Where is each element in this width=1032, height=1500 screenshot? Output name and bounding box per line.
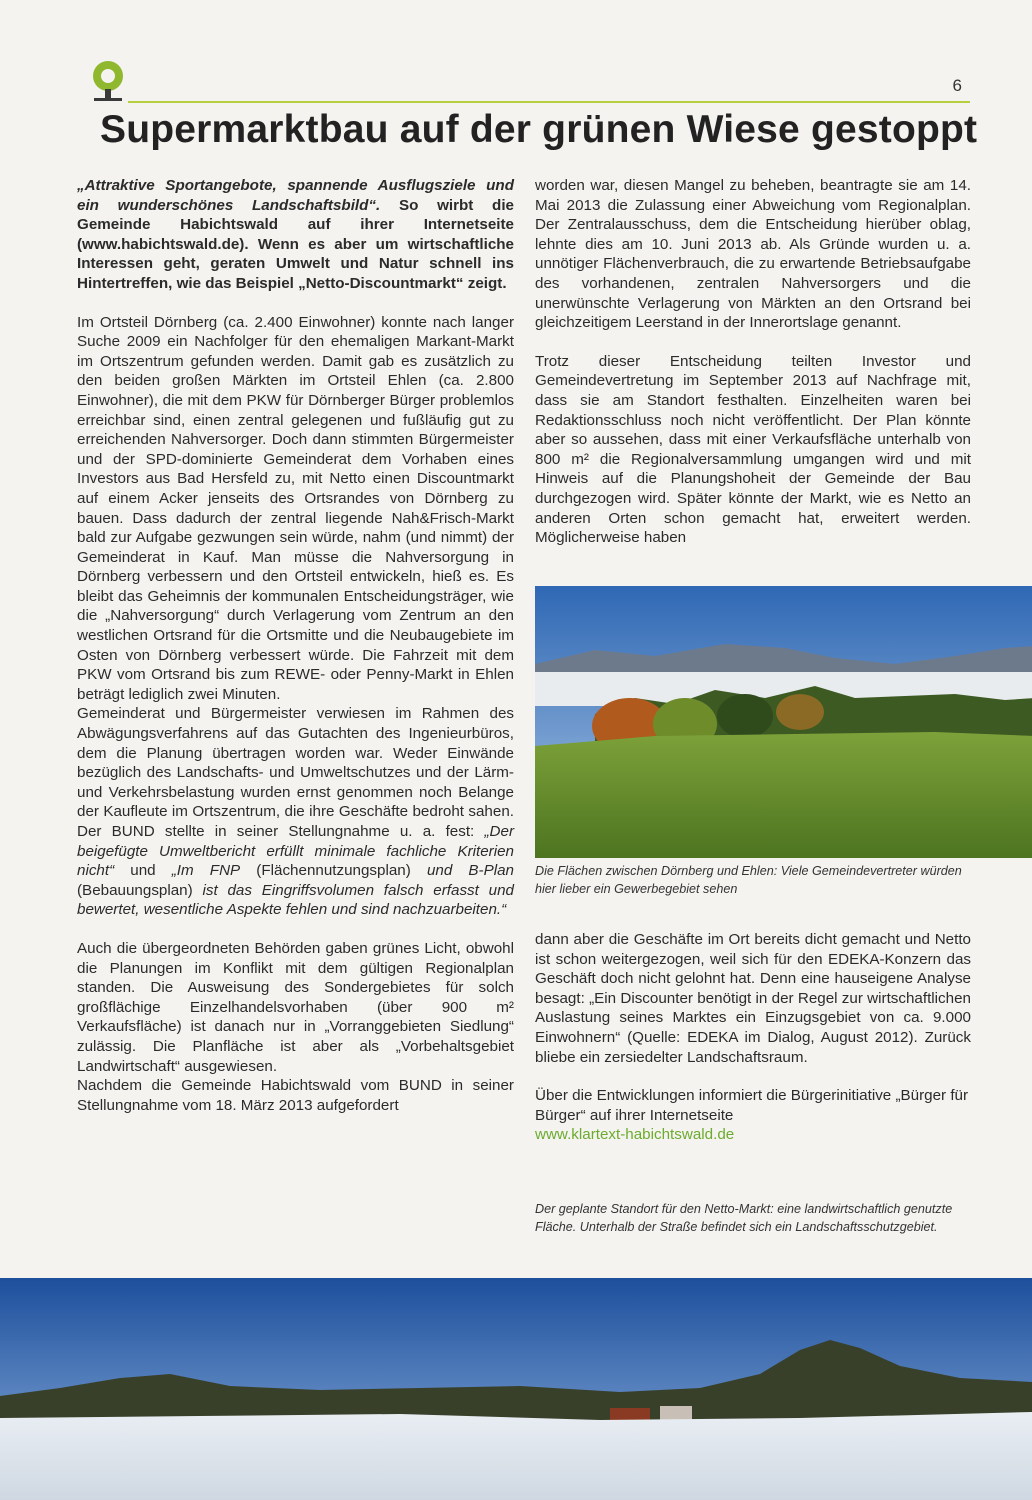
right-column-top: [535, 176, 971, 548]
lead-text: So wirbt die Gemeinde Habichtswald auf ihrer Internetseite (www.habichtswald.de). Wenn es aber um wirtschaftliche Interessen geht, geraten Umwelt und Natur schnell ins Hintertreffen, wie das Beispiel „Netto-Discountmarkt“ zeigt.: [77, 196, 514, 292]
right-paragraph-4: Über die Entwicklungen informiert die Bürgerinitiative „Bürger für Bürger“ auf ihrer Internetseite: [535, 1087, 969, 1124]
right-paragraph-2: Trotz dieser Entscheidung teilten Investor und Gemeindevertretung im September 2013 auf Nachfrage mit, dass sie am Standort festhalten. Einzelheiten waren bei Redaktionsschluss noch nicht veröffentlicht. Der Plan könnte aber so aussehen, dass mit einer Verkaufsfläche unterhalb von 800 m² die Regionalversammlung umgangen wird und mit Hinweis auf die Planungshoheit der Gemeinde der Bau durchgezogen wird. Später könnte der Markt, wie es Netto an anderen Orten schon gemacht hat, erweitert werden. Möglicherweise haben: [535, 352, 971, 547]
left-column: [77, 176, 514, 1115]
photo2-caption: Der geplante Standort für den Netto-Markt: eine landwirtschaftlich genutzte Fläche. Unterhalb der Straße befindet sich ein Landschaftsschutzgebiet.: [535, 1202, 953, 1234]
left-p2-quote-1: „Der beigefügte Umweltbericht erfüllt minimale fachliche Kriterien nicht“: [77, 823, 514, 880]
landscape-photo-fog: [535, 586, 1032, 858]
photo1-caption: Die Flächen zwischen Dörnberg und Ehlen: Viele Gemeindevertreter würden hier lieber ein Gewerbegebiet sehen: [535, 864, 962, 896]
left-p2-text-c: (Flächennutzungsplan): [240, 862, 427, 880]
right-column-bottom: [535, 930, 971, 1145]
right-paragraph-1: worden war, diesen Mangel zu beheben, beantragte sie am 14. Mai 2013 die Zulassung einer Abweichung vom Regionalplan. Der Zentralausschuss, dem die Entscheidung hierüber oblag, lehnte dies am 10. Juni 2013 ab. Als Gründe wurden u. a. unnötiger Flächenverbrauch, die zu erwartende Betriebsaufgabe des vorhandenen, zentralen Nahversorgers und die unerwünschte Verlagerung von Märkten an den Ortsrand bei gleichzeitigem Leerstand in der Innerortslage genannt.: [535, 177, 971, 332]
left-paragraph-2: [77, 704, 514, 920]
left-p2-quote-4: ist das Eingriffsvolumen falsch erfasst und bewertet, wesentliche Aspekte fehlen und sind nachzuarbeiten.“: [77, 881, 514, 919]
lead-paragraph: [77, 176, 514, 294]
left-p2-text-d: (Bebauungsplan): [77, 881, 203, 899]
left-p2-quote-2: „Im FNP: [171, 862, 241, 880]
website-link[interactable]: www.klartext-habichtswald.de: [535, 1126, 735, 1144]
left-p2-text-a: Gemeinderat und Bürgermeister verwiesen im Rahmen des Abwägungsverfahrens auf das Gutachten des Ingenieurbüros, dem die Planung übertragen worden war. Weder Einwände bezüglich des Landschafts- und Umweltschutzes und der Lärm- und Verkehrsbelastung wurden ernst genommen noch Belange der Kaufleute im Ortszentrum, die ihre Geschäfte bedroht sahen. Der BUND stellte in seiner Stellungnahme u. a. fest:: [77, 705, 514, 840]
left-p2-quote-3: und B-Plan: [426, 862, 514, 880]
header-rule: [128, 101, 970, 103]
left-paragraph-4: Nachdem die Gemeinde Habichtswald vom BUND in seiner Stellungnahme vom 18. März 2013 aufgefordert: [77, 1077, 514, 1114]
right-paragraph-3: dann aber die Geschäfte im Ort bereits dicht gemacht und Netto ist schon weitergezogen, weil sich für den EDEKA-Konzern das Geschäft doch nicht gelohnt hat. Denn eine hauseigene Analyse besagt: „Ein Discounter benötigt in der Regel zur wirtschaftlichen Auslastung seines Marktes ein Einzugsgebiet von ca. 9.000 Einwohnern“ (Quelle: EDEKA im Dialog, August 2012). Zurück bliebe ein zersiedelter Landschaftsraum.: [535, 931, 971, 1066]
left-p2-text-b: und: [114, 862, 172, 880]
left-paragraph-1: Im Ortsteil Dörnberg (ca. 2.400 Einwohner) konnte nach langer Suche 2009 ein Nachfolger für den ehemaligen Markant-Markt im Ortszentrum gefunden werden. Damit gab es zusätzlich zu den beiden großen Märkten im Ortsteil Ehlen (ca. 2.800 Einwohner), die mit dem PKW für Dörnberger Bürger problemlos erreichbar sind, einen zentral gelegenen und fußläufig gut zu erreichenden Nahversorger. Doch dann stimmten Bürgermeister und der SPD-dominierte Gemeinderat dem Vorhaben eines Investors aus Bad Hersfeld zu, mit Netto einen Discountmarkt auf einem Acker jenseits des Ortsrandes von Dörnberg zu bauen. Dass dadurch der zentral liegende Nah&Frisch-Markt bald zur Aufgabe gezwungen sein würde, nahm (und nimmt) der Gemeinderat in Kauf. Man müsse die Nahversorgung in Dörnberg verbessern und den Ortsteil entwickeln, hieß es. Es bleibt das Geheimnis der kommunalen Entscheidungsträger, wie die „Nahversorgung“ durch Verlagerung vom Zentrum an den westlichen Ortsrand für die Ortsmitte und die Neubaugebiete im Osten von Dörnberg verbessert würde. Die Fahrzeit mit dem PKW vom Ortsrand bis zum REWE- oder Penny-Markt in Ehlen beträgt lediglich zwei Minuten.: [77, 313, 514, 703]
lead-quote: „Attraktive Sportangebote, spannende Ausflugsziele und ein wunderschönes Landschaftsbild“.: [77, 177, 514, 214]
landscape-photo-snow: [0, 1278, 1032, 1500]
page-number: 6: [952, 76, 962, 95]
logo-icon: [86, 58, 130, 104]
page-title: Supermarktbau auf der grünen Wiese gestoppt: [100, 108, 978, 151]
left-paragraph-3: Auch die übergeordneten Behörden gaben grünes Licht, obwohl die Planungen im Konflikt mit dem gültigen Regionalplan standen. Die Ausweisung des Sondergebietes für solch großflächige Einzelhandelsvorhaben (über 900 m² Verkaufsfläche) ist danach nur in „Vorranggebieten Siedlung“ zulässig. Die Planfläche ist aber als „Vorbehaltsgebiet Landwirtschaft“ ausgewiesen.: [77, 939, 514, 1075]
